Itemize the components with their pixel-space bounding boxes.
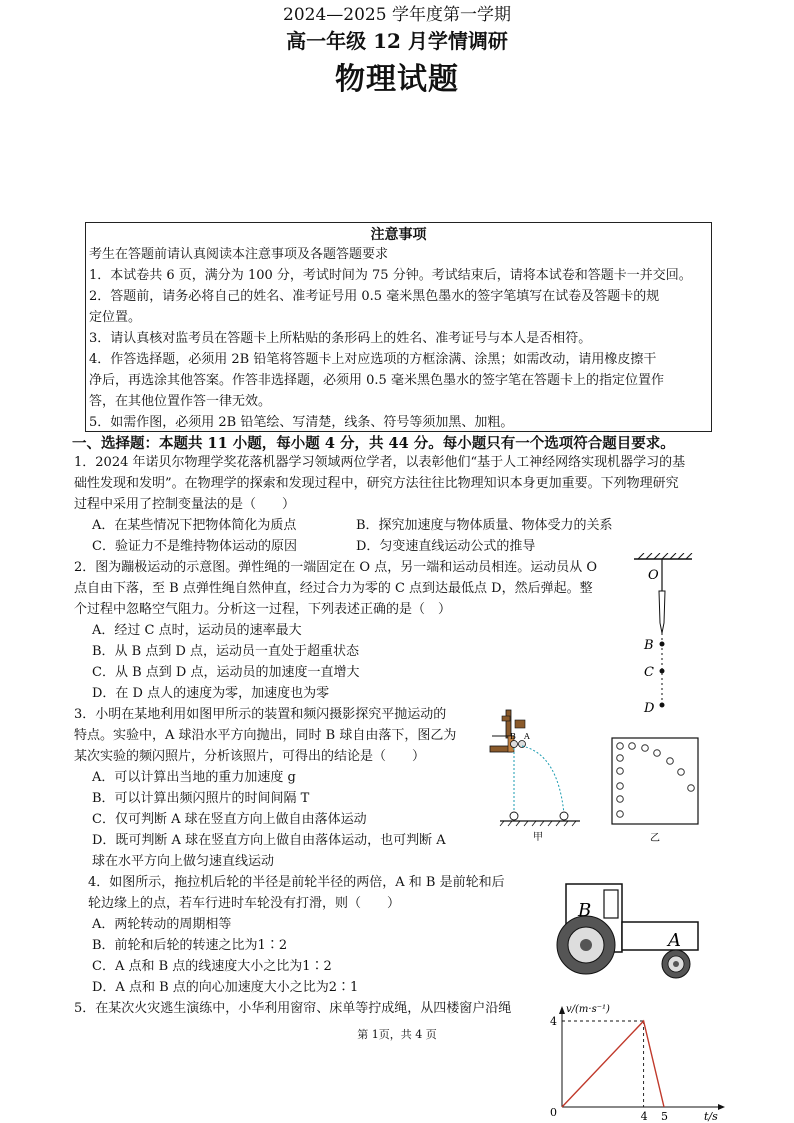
notice-line: 考生在答题前请认真阅读本注意事项及各题答题要求 xyxy=(89,247,389,262)
q1-option-d: D．匀变速直线运动公式的推导 xyxy=(356,539,536,554)
q1-option-b: B．探究加速度与物体质量、物体受力的关系 xyxy=(356,518,613,533)
q2-option-a: A．经过 C 点时，运动员的速率最大 xyxy=(92,623,302,638)
origin-label: 0 xyxy=(550,1106,557,1119)
y-tick-label: 4 xyxy=(550,1015,557,1028)
point-o-label: O xyxy=(648,568,659,583)
q4-option-a: A．两轮转动的周期相等 xyxy=(92,917,232,932)
point-b-label: B xyxy=(578,900,592,921)
point-d-label: D xyxy=(644,701,655,713)
q3-stem: 3．小明在某地利用如图甲所示的装置和频闪摄影探究平抛运动的 xyxy=(74,707,447,722)
q4-option-b: B．前轮和后轮的转速之比为1∶2 xyxy=(92,938,288,953)
q2-stem: 点自由下落，至 B 点弹性绳自然伸直，经过合力为零的 C 点到达最低点 D，然后弹起。整 xyxy=(74,581,593,596)
notice-line: 2．答题前，请务必将自己的姓名、准考证号用 0.5 毫米黑色墨水的签字笔填写在试卷及答题卡的规 xyxy=(89,289,660,304)
x-axis-label: t/s xyxy=(704,1110,718,1122)
figure-jia-label: 甲 xyxy=(533,832,543,843)
q2-stem: 2．图为蹦极运动的示意图。弹性绳的一端固定在 O 点，另一端和运动员相连。运动员从 O xyxy=(74,560,597,575)
q1-stem: 过程中采用了控制变量法的是（ ） xyxy=(74,497,296,512)
x-tick-label: 4 xyxy=(640,1110,648,1122)
notice-line: 答，在其他位置作答一律无效。 xyxy=(89,394,272,409)
q1-stem: 础性发现和发明”。在物理学的探索和发现过程中，研究方法往往比物理知识本身更加重要。下列物理研究 xyxy=(74,476,679,491)
point-a-label: A xyxy=(668,930,681,951)
q4-stem: 轮边缘上的点，若车行进时车轮没有打滑，则（ ） xyxy=(88,896,401,911)
section-heading: 一、选择题：本题共 11 小题，每小题 4 分，共 44 分。每小题只有一个选项符合题目要求。 xyxy=(72,435,675,452)
q2-option-d: D．在 D 点人的速度为零，加速度也为零 xyxy=(92,686,330,701)
apparatus-figure-jia xyxy=(488,706,588,846)
term-heading: 2024—2025 学年度第一学期 xyxy=(283,5,511,25)
q2-option-b: B．从 B 点到 D 点，运动员一直处于超重状态 xyxy=(92,644,360,659)
q5-stem: 5．在某次火灾逃生演练中，小华利用窗帘、床单等拧成绳，从四楼窗户沿绳 xyxy=(74,1001,512,1016)
notice-line: 定位置。 xyxy=(89,310,142,325)
ball-a-label: A xyxy=(524,732,530,741)
page-footer: 第 1页，共 4 页 xyxy=(357,1028,437,1041)
q2-option-c: C．从 B 点到 D 点，运动员的加速度一直增大 xyxy=(92,665,360,680)
q3-stem: 某次实验的频闪照片，分析该照片，可得出的结论是（ ） xyxy=(74,749,426,764)
subject-title: 物理试题 xyxy=(335,62,459,97)
q4-stem: 4．如图所示，拖拉机后轮的半径是前轮半径的两倍，A 和 B 是前轮和后 xyxy=(88,875,505,890)
q3-option-c: C．仅可判断 A 球在竖直方向上做自由落体运动 xyxy=(92,812,367,827)
notice-line: 5．如需作图，必须用 2B 铅笔绘、写清楚，线条、符号等须加黑、加粗。 xyxy=(89,415,514,430)
vt-graph xyxy=(548,1002,734,1122)
bungee-figure xyxy=(628,553,708,713)
q3-option-a: A．可以计算出当地的重力加速度 g xyxy=(92,770,296,785)
tractor-figure xyxy=(546,878,706,988)
notice-title: 注意事项 xyxy=(370,227,427,243)
q2-stem: 个过程中忽略空气阻力。分析这一过程，下列表述正确的是（ ） xyxy=(74,602,452,617)
q4-option-d: D．A 点和 B 点的向心加速度大小之比为2∶1 xyxy=(92,980,359,995)
x-tick-label: 5 xyxy=(661,1110,668,1122)
q1-option-a: A．在某些情况下把物体简化为质点 xyxy=(92,518,297,533)
notice-line: 1．本试卷共 6 页，满分为 100 分，考试时间为 75 分钟。考试结束后，请将本试卷和答题卡一并交回。 xyxy=(89,268,692,283)
y-axis-label: v/(m·s⁻¹) xyxy=(566,1004,610,1015)
notice-line: 3．请认真核对监考员在答题卡上所粘贴的条形码上的姓名、准考证号与本人是否相符。 xyxy=(89,331,592,346)
notice-line: 4．作答选择题，必须用 2B 铅笔将答题卡上对应选项的方框涂满、涂黑；如需改动，请用橡皮擦干 xyxy=(89,352,657,367)
q3-option-b: B．可以计算出频闪照片的时间间隔 T xyxy=(92,791,310,806)
q3-stem: 特点。实验中，A 球沿水平方向抛出，同时 B 球自由落下，图乙为 xyxy=(74,728,457,743)
ball-b-label: B xyxy=(510,732,516,741)
exam-heading: 高一年级 12 月学情调研 xyxy=(286,29,508,53)
q3-option-d: D．既可判断 A 球在竖直方向上做自由落体运动，也可判断 A xyxy=(92,833,446,848)
q1-option-c: C．验证力不是维持物体运动的原因 xyxy=(92,539,297,554)
notice-line: 净后，再选涂其他答案。作答非选择题，必须用 0.5 毫米黑色墨水的签字笔在答题卡上的指定位置作 xyxy=(89,373,664,388)
q1-stem: 1．2024 年诺贝尔物理学奖花落机器学习领域两位学者，以表彰他们“基于人工神经网络实现机器学习的基 xyxy=(74,455,686,470)
point-c-label: C xyxy=(644,665,654,680)
point-b-label: B xyxy=(644,638,654,653)
q3-option-d-cont: 球在水平方向上做匀速直线运动 xyxy=(92,854,275,869)
figure-yi-label: 乙 xyxy=(650,833,660,844)
q4-option-c: C．A 点和 B 点的线速度大小之比为1∶2 xyxy=(92,959,332,974)
strobe-photo-figure-yi xyxy=(610,737,700,847)
